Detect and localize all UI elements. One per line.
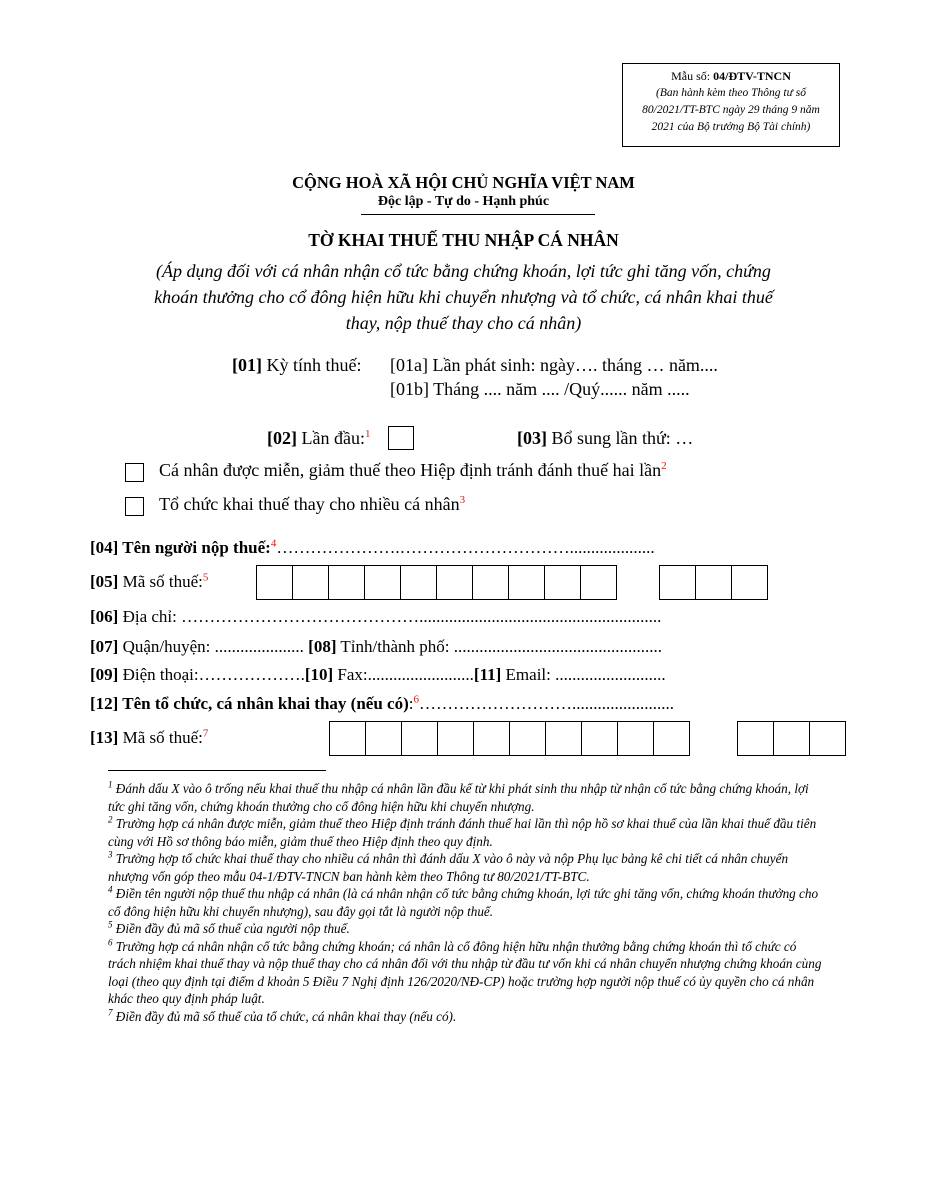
agent-tin-branch-digit-1[interactable] [737, 721, 774, 756]
footnote-text: Trường hợp cá nhân nhận cổ tức bằng chứng khoán; cá nhân là cổ đông hiện hữu nhận thưởng bằng chứng khoán thì tổ chức có trách nhiệm khai thuế thay và nộp thuế thay cho cá nhân đối với thu nhập từ đầu tư vốn khi cá nhân chuyển nhượng chứng khoán cùng loại (theo quy định tại điểm d khoản 5 Điều 7 Nghị định 126/2020/NĐ-CP) hoặc trường hợp người nộp thuế có ủy quyền cho cá nhân khác theo quy định pháp luật. [108, 938, 822, 1006]
footnote-ref-4: 4 [270, 537, 277, 550]
tin-digit-9[interactable] [544, 565, 581, 600]
tin-digit-10[interactable] [580, 565, 617, 600]
first-time-code: [02] [267, 428, 297, 448]
footnote-6 [108, 938, 826, 1008]
agent-tin-input-main[interactable] [329, 721, 689, 756]
period-label [232, 355, 362, 376]
tin-input-main[interactable] [256, 565, 616, 600]
agent-tin-digit-7[interactable] [545, 721, 582, 756]
footnote-text: Điền đầy đủ mã số thuế của tổ chức, cá nhân khai thay (nếu có). [112, 1008, 457, 1024]
footnote-num: 4 [108, 884, 113, 895]
footnote-ref-3: 3 [459, 494, 466, 506]
form-id-line1: (Ban hành kèm theo Thông tư số [655, 87, 806, 99]
supplement-text: Bổ sung lần thứ: … [547, 428, 694, 448]
email-text: Email: .......................... [501, 665, 666, 684]
agent-tin-label [90, 728, 208, 748]
supplement-label[interactable] [517, 428, 693, 449]
tin-digit-5[interactable] [400, 565, 437, 600]
tin-branch-digit-1[interactable] [659, 565, 696, 600]
tin-input-branch[interactable] [659, 565, 767, 600]
tin-label [90, 572, 208, 592]
footnote-text: Trường hợp cá nhân được miễn, giảm thuế theo Hiệp định tránh đánh thuế hai lần thì nộp hồ sơ khai thuế của lần khai thuế đầu tiên cùng với Hồ sơ thông báo miễn, giảm thuế theo Hiệp định theo quy định. [108, 816, 817, 849]
form-id-label: Mẫu số: [671, 69, 714, 83]
footnote-ref-5: 5 [202, 571, 209, 584]
address-text: Địa chỉ: ……………………………………......................................................... [118, 607, 662, 626]
footnote-text: Trường hợp tổ chức khai thuế thay cho nhiều cá nhân thì đánh dấu X vào ô này và nộp Phụ lục bảng kê chi tiết cá nhân chuyển nhượng vốn góp theo mẫu 04-1/ĐTV-TNCN ban hành kèm theo Thông tư 80/2021/TT-BTC. [108, 851, 789, 884]
agent-tin-digit-1[interactable] [329, 721, 366, 756]
agent-name-label: [12] Tên tổ chức, cá nhân khai thay (nếu có) [90, 694, 409, 713]
form-id-box [622, 63, 840, 147]
subtitle-line-1: (Áp dụng đối với cá nhân nhận cổ tức bằng chứng khoán, lợi tức ghi tăng vốn, chứng [156, 261, 771, 281]
phone-text: Điện thoại:………………. [118, 665, 305, 684]
tin-digit-2[interactable] [292, 565, 329, 600]
multi-person-text: Tổ chức khai thuế thay cho nhiều cá nhân [159, 494, 460, 514]
agent-tin-digit-3[interactable] [401, 721, 438, 756]
district-code: [07] [90, 637, 119, 656]
tax-treaty-text: Cá nhân được miễn, giảm thuế theo Hiệp định tránh đánh thuế hai lần [159, 460, 662, 480]
tin-text: Mã số thuế: [118, 572, 203, 591]
tin-digit-8[interactable] [508, 565, 545, 600]
agent-tin-text: Mã số thuế: [118, 728, 203, 747]
agent-tin-digit-2[interactable] [365, 721, 402, 756]
agent-tin-digit-5[interactable] [473, 721, 510, 756]
period-line-b[interactable]: [01b] Tháng .... năm .... /Quý...... năm ..... [390, 379, 690, 399]
fax-text: Fax:......................... [333, 665, 474, 684]
multi-person-label [159, 494, 465, 515]
first-time-text: Lần đầu: [297, 428, 365, 448]
agent-name-field[interactable] [90, 694, 674, 714]
form-id-code: 04/ĐTV-TNCN [713, 69, 791, 83]
email-code: [11] [473, 665, 502, 684]
footnote-7 [108, 1008, 826, 1026]
province-text: Tỉnh/thành phố: ................................................. [336, 637, 662, 656]
motto-underline [361, 214, 595, 215]
tin-digit-4[interactable] [364, 565, 401, 600]
multi-person-checkbox[interactable] [125, 497, 144, 516]
taxpayer-name-field[interactable] [90, 538, 655, 558]
footnote-4 [108, 885, 826, 920]
footnote-ref-2: 2 [661, 460, 667, 472]
fax-code: [10] [304, 665, 334, 684]
supplement-code: [03] [517, 428, 547, 448]
footnote-ref-1: 1 [364, 428, 371, 440]
agent-name-dots: ………………………........................ [418, 694, 674, 713]
footnote-1 [108, 780, 826, 815]
footnote-num: 7 [108, 1007, 113, 1018]
taxpayer-name-label: [04] Tên người nộp thuế: [90, 538, 271, 557]
first-time-label [267, 428, 370, 449]
footnote-divider [108, 770, 326, 771]
subtitle [0, 258, 927, 336]
footnote-text: Điền đầy đủ mã số thuế của người nộp thuế. [112, 921, 350, 936]
taxpayer-name-dots: ………………….………………………….................... [276, 538, 655, 557]
page-title: TỜ KHAI THUẾ THU NHẬP CÁ NHÂN [308, 230, 619, 250]
footnote-text: Đánh dấu X vào ô trống nếu khai thuế thu nhập cá nhân lần đầu kể từ khi phát sinh thu nhập từ nhận cổ tức bằng chứng khoán, lợi tức ghi tăng vốn, chứng khoán thưởng cho cổ đông hiện hữu khi chuyển nhượng. [108, 781, 809, 814]
province-code: [08] [308, 637, 337, 656]
footnote-3 [108, 850, 826, 885]
footnote-num: 1 [108, 779, 113, 790]
agent-tin-input-branch[interactable] [737, 721, 845, 756]
form-id-line3: 2021 của Bộ trưởng Bộ Tài chính) [651, 121, 811, 133]
district-text: Quận/huyện: ..................... [118, 637, 309, 656]
agent-tin-branch-digit-2[interactable] [773, 721, 810, 756]
tin-digit-6[interactable] [436, 565, 473, 600]
tin-digit-7[interactable] [472, 565, 509, 600]
tin-branch-digit-3[interactable] [731, 565, 768, 600]
footnote-text: Điền tên người nộp thuế thu nhập cá nhân (là cá nhân nhận cổ tức bằng chứng khoán, lợi tức ghi tăng vốn, chứng khoán thưởng cho cổ đông hiện hữu khi chuyển nhượng), sau đây gọi tắt là người nộp thuế. [108, 886, 819, 919]
address-code: [06] [90, 607, 119, 626]
republic-heading: CỘNG HOÀ XÃ HỘI CHỦ NGHĨA VIỆT NAM [292, 173, 635, 192]
agent-name-colon: : [408, 694, 414, 713]
footnote-ref-7: 7 [202, 727, 209, 740]
period-text: Kỳ tính thuế: [262, 355, 362, 375]
tin-code: [05] [90, 572, 119, 591]
footnotes [108, 780, 826, 1025]
agent-tin-digit-8[interactable] [581, 721, 618, 756]
footnote-num: 6 [108, 937, 113, 948]
tax-treaty-checkbox[interactable] [125, 463, 144, 482]
footnote-num: 5 [108, 919, 113, 930]
subtitle-line-2: khoán thưởng cho cổ đông hiện hữu khi chuyển nhượng và tổ chức, cá nhân khai thuế [154, 287, 773, 307]
first-time-checkbox[interactable] [388, 426, 414, 450]
tax-treaty-label [159, 460, 667, 481]
district-province-row[interactable] [90, 637, 662, 657]
footnote-ref-6: 6 [413, 693, 419, 706]
subtitle-line-3: thay, nộp thuế thay cho cá nhân) [345, 313, 582, 333]
tin-digit-1[interactable] [256, 565, 293, 600]
form-id-line2: 80/2021/TT-BTC ngày 29 tháng 9 năm [642, 104, 820, 116]
tin-branch-digit-2[interactable] [695, 565, 732, 600]
agent-tin-digit-6[interactable] [509, 721, 546, 756]
footnote-5 [108, 920, 826, 938]
agent-tin-digit-10[interactable] [653, 721, 690, 756]
agent-tin-digit-4[interactable] [437, 721, 474, 756]
agent-tin-digit-9[interactable] [617, 721, 654, 756]
period-line-a[interactable]: [01a] Lần phát sinh: ngày…. tháng … năm.... [390, 355, 718, 375]
address-field[interactable] [90, 607, 661, 627]
tin-digit-3[interactable] [328, 565, 365, 600]
motto: Độc lập - Tự do - Hạnh phúc [377, 194, 550, 209]
agent-tin-branch-digit-3[interactable] [809, 721, 846, 756]
period-code: [01] [232, 355, 262, 375]
footnote-num: 2 [108, 814, 113, 825]
contact-row[interactable] [90, 665, 666, 685]
agent-tin-code: [13] [90, 728, 119, 747]
phone-code: [09] [90, 665, 119, 684]
footnote-2 [108, 815, 826, 850]
footnote-num: 3 [108, 849, 113, 860]
form-id-label-line [623, 68, 839, 85]
